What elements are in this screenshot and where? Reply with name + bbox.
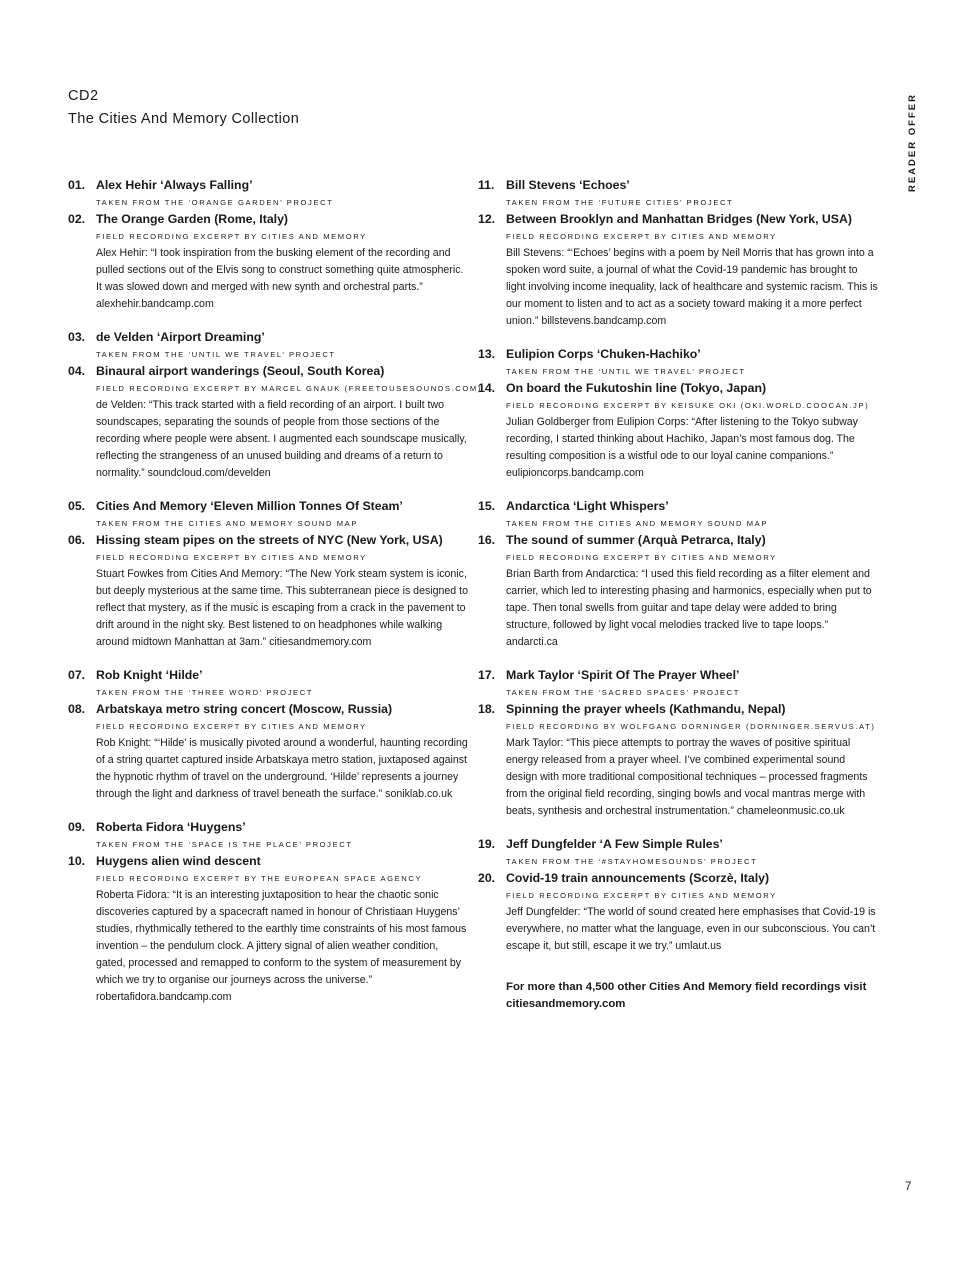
track-entry [478, 211, 878, 228]
track-entry [68, 177, 468, 194]
track-number: 01. [68, 178, 86, 192]
track-number: 18. [478, 702, 496, 716]
track-entry [68, 667, 468, 684]
track-entry [478, 498, 878, 515]
track-source-note: FIELD RECORDING EXCERPT BY CITIES AND MEMORY [96, 553, 367, 562]
track-source-note: TAKEN FROM THE CITIES AND MEMORY SOUND MAP [506, 519, 768, 528]
track-source-note: FIELD RECORDING BY WOLFGANG DORNINGER (DORNINGER.SERVUS.AT) [506, 722, 876, 731]
track-title: de Velden ‘Airport Dreaming’ [96, 330, 265, 344]
track-source-note: TAKEN FROM THE ‘ORANGE GARDEN’ PROJECT [96, 198, 334, 207]
track-pair [68, 177, 468, 313]
track-entry [68, 211, 468, 228]
track-title: Mark Taylor ‘Spirit Of The Prayer Wheel’ [506, 668, 740, 682]
reader-offer-label: READER OFFER [907, 93, 918, 192]
page-header [68, 86, 299, 130]
track-title: Arbatskaya metro string concert (Moscow, Russia) [96, 702, 393, 716]
track-number: 15. [478, 499, 496, 513]
track-entry [68, 532, 468, 549]
track-source-note: TAKEN FROM THE ‘UNTIL WE TRAVEL’ PROJECT [506, 367, 746, 376]
track-pair [68, 667, 468, 803]
track-title: Covid-19 train announcements (Scorzè, Italy) [506, 871, 770, 885]
track-pair [478, 346, 878, 482]
track-source-note: TAKEN FROM THE ‘UNTIL WE TRAVEL’ PROJECT [96, 350, 336, 359]
track-number: 03. [68, 330, 86, 344]
track-title: Spinning the prayer wheels (Kathmandu, Nepal) [506, 702, 786, 716]
track-source-note: FIELD RECORDING EXCERPT BY CITIES AND MEMORY [96, 232, 367, 241]
track-description: Bill Stevens: “‘Echoes’ begins with a poem by Neil Morris that has grown into a spoken word suite, a journal of what the Covid-19 pandemic has brought to light involving income inequality, lack of healthcare and systemic racism. This is our moment to listen and to act as a society toward making it a more perfect union.” billstevens.bandcamp.com [506, 247, 878, 327]
track-description: Alex Hehir: “I took inspiration from the busking element of the recording and pulled sections out of the Elvis song to construct something quite atmospheric. It was slowed down and merged with new synth and orchestral parts.” alexhehir.bandcamp.com [96, 247, 464, 310]
track-title: Roberta Fidora ‘Huygens’ [96, 820, 246, 834]
track-source-note: FIELD RECORDING EXCERPT BY KEISUKE OKI (OKI.WORLD.COOCAN.JP) [506, 401, 870, 410]
track-source-note: TAKEN FROM THE ‘SACRED SPACES’ PROJECT [506, 688, 740, 697]
track-number: 09. [68, 820, 86, 834]
track-number: 12. [478, 212, 496, 226]
track-description: Jeff Dungfelder: “The world of sound created here emphasises that Covid-19 is everywhere, no matter what the language, even in our subconscious. You can’t escape it, but still, escape it we try.” umlaut.us [506, 906, 876, 952]
track-source-note: FIELD RECORDING EXCERPT BY CITIES AND MEMORY [506, 891, 777, 900]
track-description: Rob Knight: “‘Hilde’ is musically pivoted around a wonderful, haunting recording of a string quartet captured inside Arbatskaya metro station, juxtaposed against the hypnotic rhythm of travel on the underground. ‘Hilde’ represents a journey through the light and darkness of travel beneath the surface.” soniklab.co.uk [96, 737, 468, 800]
track-number: 14. [478, 381, 496, 395]
track-title: Huygens alien wind descent [96, 854, 261, 868]
right-column [478, 177, 878, 1013]
track-source-note: TAKEN FROM THE ‘#STAYHOMESOUNDS’ PROJECT [506, 857, 758, 866]
track-source-note: FIELD RECORDING EXCERPT BY CITIES AND MEMORY [96, 722, 367, 731]
track-entry [478, 701, 878, 718]
track-number: 20. [478, 871, 496, 885]
track-entry [68, 363, 468, 380]
left-column [68, 177, 482, 1022]
track-entry [68, 819, 468, 836]
track-pair [478, 498, 878, 651]
track-number: 11. [478, 178, 495, 192]
track-entry [478, 177, 878, 194]
track-description: Roberta Fidora: “It is an interesting juxtaposition to hear the chaotic sonic discoveries captured by a spacecraft named in honour of Christiaan Huygens’ studies, rhythmically tethered to the earthly time constraints of his most famous invention – the pendulum clock. A jittery signal of alien weather condition, gated, processed and remapped to conform to the system of measurement by which we try to organise our journeys across the universe.” robertafidora.bandcamp.com [96, 889, 467, 1003]
track-source-note: FIELD RECORDING EXCERPT BY CITIES AND MEMORY [506, 232, 777, 241]
track-pair [68, 498, 468, 651]
track-title: Jeff Dungfelder ‘A Few Simple Rules’ [506, 837, 723, 851]
track-entry [478, 836, 878, 853]
right-track-list [478, 177, 878, 955]
page-number: 7 [905, 1181, 912, 1193]
track-number: 16. [478, 533, 496, 547]
track-entry [68, 329, 468, 346]
track-number: 06. [68, 533, 86, 547]
track-description: de Velden: “This track started with a field recording of an airport. I built two soundscapes, separating the sounds of people from those sections of the recording where people were absent. I augmented each soundscape musically, reflecting the strangeness of an unused building and dreams of a return to normality.” soundcloud.com/develden [96, 399, 467, 479]
track-pair [68, 819, 468, 1006]
track-number: 02. [68, 212, 86, 226]
promo-text: For more than 4,500 other Cities And Memory field recordings visit citiesandmemory.com [506, 981, 867, 1010]
track-number: 04. [68, 364, 86, 378]
disc-label: CD2 [68, 88, 99, 104]
track-title: Binaural airport wanderings (Seoul, South Korea) [96, 364, 385, 378]
track-description: Brian Barth from Andarctica: “I used this field recording as a filter element and carrier, which led to interesting phasing and harmonics, especially when put to tape. Then tonal swells from guitar and tape delay were added to bring structure, followed by light vocal melodies tracked live to tape loops.” andarcti.ca [506, 568, 872, 648]
track-title: The sound of summer (Arquà Petrarca, Italy) [506, 533, 766, 547]
track-title: Hissing steam pipes on the streets of NYC (New York, USA) [96, 533, 443, 547]
track-number: 10. [68, 854, 86, 868]
track-title: Between Brooklyn and Manhattan Bridges (New York, USA) [506, 212, 852, 226]
track-number: 08. [68, 702, 86, 716]
track-number: 17. [478, 668, 496, 682]
track-source-note: TAKEN FROM THE ‘FUTURE CITIES’ PROJECT [506, 198, 734, 207]
track-entry [478, 346, 878, 363]
track-source-note: FIELD RECORDING EXCERPT BY MARCEL GNAUK (FREETOUSESOUNDS.COM) [96, 384, 482, 393]
track-source-note: FIELD RECORDING EXCERPT BY THE EUROPEAN SPACE AGENCY [96, 874, 423, 883]
track-source-note: FIELD RECORDING EXCERPT BY CITIES AND MEMORY [506, 553, 777, 562]
track-entry [68, 701, 468, 718]
track-title: Eulipion Corps ‘Chuken-Hachiko’ [506, 347, 701, 361]
track-pair [478, 836, 878, 955]
track-number: 13. [478, 347, 496, 361]
track-pair [68, 329, 482, 482]
track-title: The Orange Garden (Rome, Italy) [96, 212, 289, 226]
track-entry [478, 380, 878, 397]
track-entry [68, 853, 468, 870]
track-title: On board the Fukutoshin line (Tokyo, Japan) [506, 381, 767, 395]
track-description: Mark Taylor: “This piece attempts to portray the waves of positive spiritual energy released from a prayer wheel. I’ve combined experimental sound design with more traditional compositional techniques – processed fragments from the original field recording, singing bowls and vocal mantras merge with beats, synthesis and orchestral instrumentation.” chameleonmusic.co.uk [506, 737, 868, 817]
track-number: 19. [478, 837, 496, 851]
track-source-note: TAKEN FROM THE ‘SPACE IS THE PLACE’ PROJECT [96, 840, 353, 849]
left-track-list [68, 177, 482, 1006]
track-number: 05. [68, 499, 86, 513]
track-source-note: TAKEN FROM THE CITIES AND MEMORY SOUND MAP [96, 519, 358, 528]
track-source-note: TAKEN FROM THE ‘THREE WORD’ PROJECT [96, 688, 314, 697]
track-description: Stuart Fowkes from Cities And Memory: “The New York steam system is iconic, but deeply mysterious at the same time. This subterranean piece is designed to reflect that mystery, as if the music is escaping from a crack in the pavement to drift around in the night sky. Best listened to on headphones while walking around midtown Manhattan at 3am.” citiesandmemory.com [96, 568, 468, 648]
track-entry [68, 498, 468, 515]
track-title: Cities And Memory ‘Eleven Million Tonnes Of Steam’ [96, 499, 403, 513]
collection-title: The Cities And Memory Collection [68, 111, 300, 127]
track-title: Rob Knight ‘Hilde’ [96, 668, 203, 682]
track-title: Alex Hehir ‘Always Falling’ [96, 178, 253, 192]
track-title: Andarctica ‘Light Whispers’ [506, 499, 669, 513]
track-title: Bill Stevens ‘Echoes’ [506, 178, 630, 192]
track-pair [478, 667, 878, 820]
track-entry [478, 532, 878, 549]
track-number: 07. [68, 668, 86, 682]
track-description: Julian Goldberger from Eulipion Corps: “After listening to the Tokyo subway recording, I started thinking about Hachiko, Japan’s most famous dog. The resulting composition is a wistful ode to our loyal canine companions.” eulipioncorps.bandcamp.com [506, 416, 858, 479]
track-pair [478, 177, 878, 330]
track-entry [478, 667, 878, 684]
track-entry [478, 870, 878, 887]
